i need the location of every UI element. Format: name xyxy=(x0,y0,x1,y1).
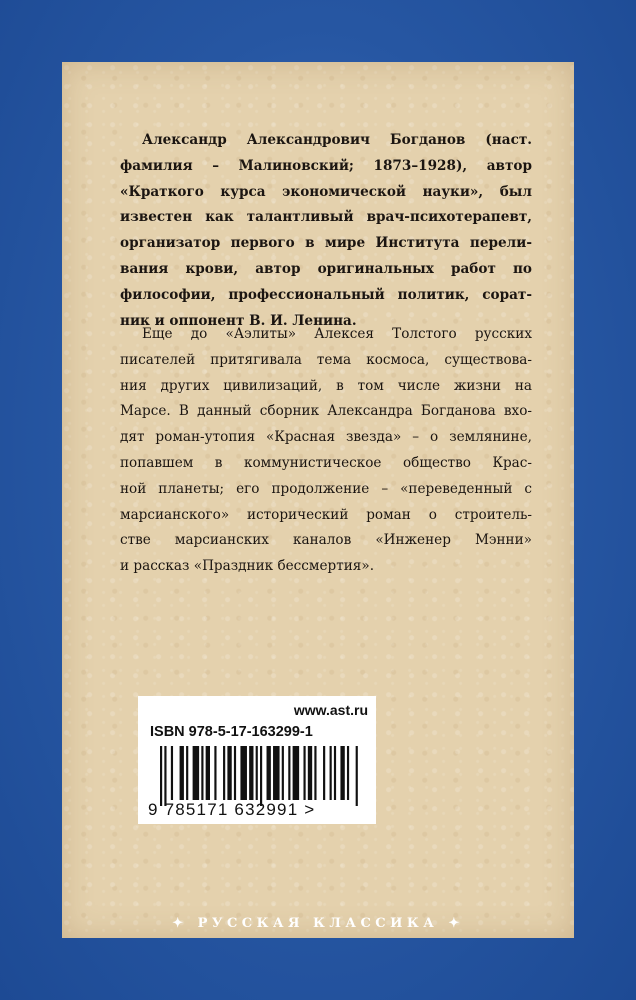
barcode-bar xyxy=(330,746,332,800)
barcode-bar xyxy=(227,746,231,800)
bio-line: философии, профессиональный политик, сорат- xyxy=(120,286,532,303)
isbn-number: ISBN 978-5-17-163299-1 xyxy=(150,724,313,740)
barcode-bar xyxy=(186,746,188,800)
bio-line: ник и оппонент В. И. Ленина. xyxy=(120,312,357,329)
barcode-bar xyxy=(256,746,258,800)
bio-line: фамилия – Малиновский; 1873–1928), автор xyxy=(120,157,532,174)
description-line: Еще до «Аэлиты» Алексея Толстого русских xyxy=(142,326,532,342)
description-line: ния других цивилизаций, в том числе жизни на xyxy=(120,377,532,394)
barcode-bar xyxy=(214,746,216,800)
barcode-bar xyxy=(160,746,162,806)
barcode-bar xyxy=(340,746,344,800)
description-line: и рассказ «Праздник бессмертия». xyxy=(120,558,375,575)
bio-line: организатор первого в мире Института перели- xyxy=(120,235,532,252)
bio-line: «Краткого курса экономической науки», был xyxy=(120,183,532,200)
barcode-bar xyxy=(180,746,184,800)
barcode-bar xyxy=(171,746,173,800)
star-ornament-icon: ✦ xyxy=(448,916,464,931)
barcode-bar xyxy=(308,746,312,800)
series-name: РУССКАЯ КЛАССИКА xyxy=(197,916,439,931)
barcode-bar xyxy=(282,746,284,800)
book-description xyxy=(120,322,532,580)
star-ornament-icon: ✦ xyxy=(172,916,188,931)
barcode-bar xyxy=(193,746,200,800)
description-line: попавшем в коммунистическое общество Крас- xyxy=(120,454,532,471)
bio-line: Александр Александрович Богданов (наст. xyxy=(142,132,532,148)
barcode-bar xyxy=(334,746,336,800)
barcode-bar xyxy=(201,746,203,800)
barcode-bar xyxy=(206,746,210,800)
bio-line: вания крови, автор оригинальных работ по xyxy=(120,260,532,277)
barcode-bar xyxy=(303,746,305,800)
barcode-bar xyxy=(164,746,166,806)
author-bio xyxy=(120,128,532,334)
series-title xyxy=(0,916,636,931)
description-line: ной планеты; его продолжение – «переведенный с xyxy=(120,480,532,497)
description-line: дят роман-утопия «Красная звезда» – о землянине, xyxy=(120,429,532,446)
barcode-bar xyxy=(260,746,262,806)
barcode-bar xyxy=(347,746,349,800)
description-line: стве марсианских каналов «Инженер Мэнни» xyxy=(120,532,532,549)
barcode-bar xyxy=(249,746,253,800)
bio-line: известен как талантливый врач-психотерапевт, xyxy=(120,209,532,226)
description-line: марсианского» исторический роман о строитель- xyxy=(120,506,532,523)
description-line: Марсе. В данный сборник Александра Богданова вхо- xyxy=(120,403,532,420)
barcode-bar xyxy=(293,746,300,800)
barcode-bar xyxy=(314,746,316,800)
description-line: писателей притягивала тема космоса, существова- xyxy=(120,351,532,368)
barcode-bar xyxy=(223,746,225,800)
barcode-bar xyxy=(267,746,271,800)
barcode-bar xyxy=(323,746,325,800)
barcode-bar xyxy=(356,746,358,806)
barcode-bars xyxy=(160,746,360,806)
barcode-bar xyxy=(288,746,290,800)
publisher-website: www.ast.ru xyxy=(293,702,368,718)
barcode-bar xyxy=(273,746,280,800)
barcode-digits: 9 785171 632991 > xyxy=(148,800,316,819)
barcode-bar xyxy=(234,746,236,800)
barcode-bar xyxy=(240,746,247,800)
barcode-label xyxy=(138,696,376,824)
